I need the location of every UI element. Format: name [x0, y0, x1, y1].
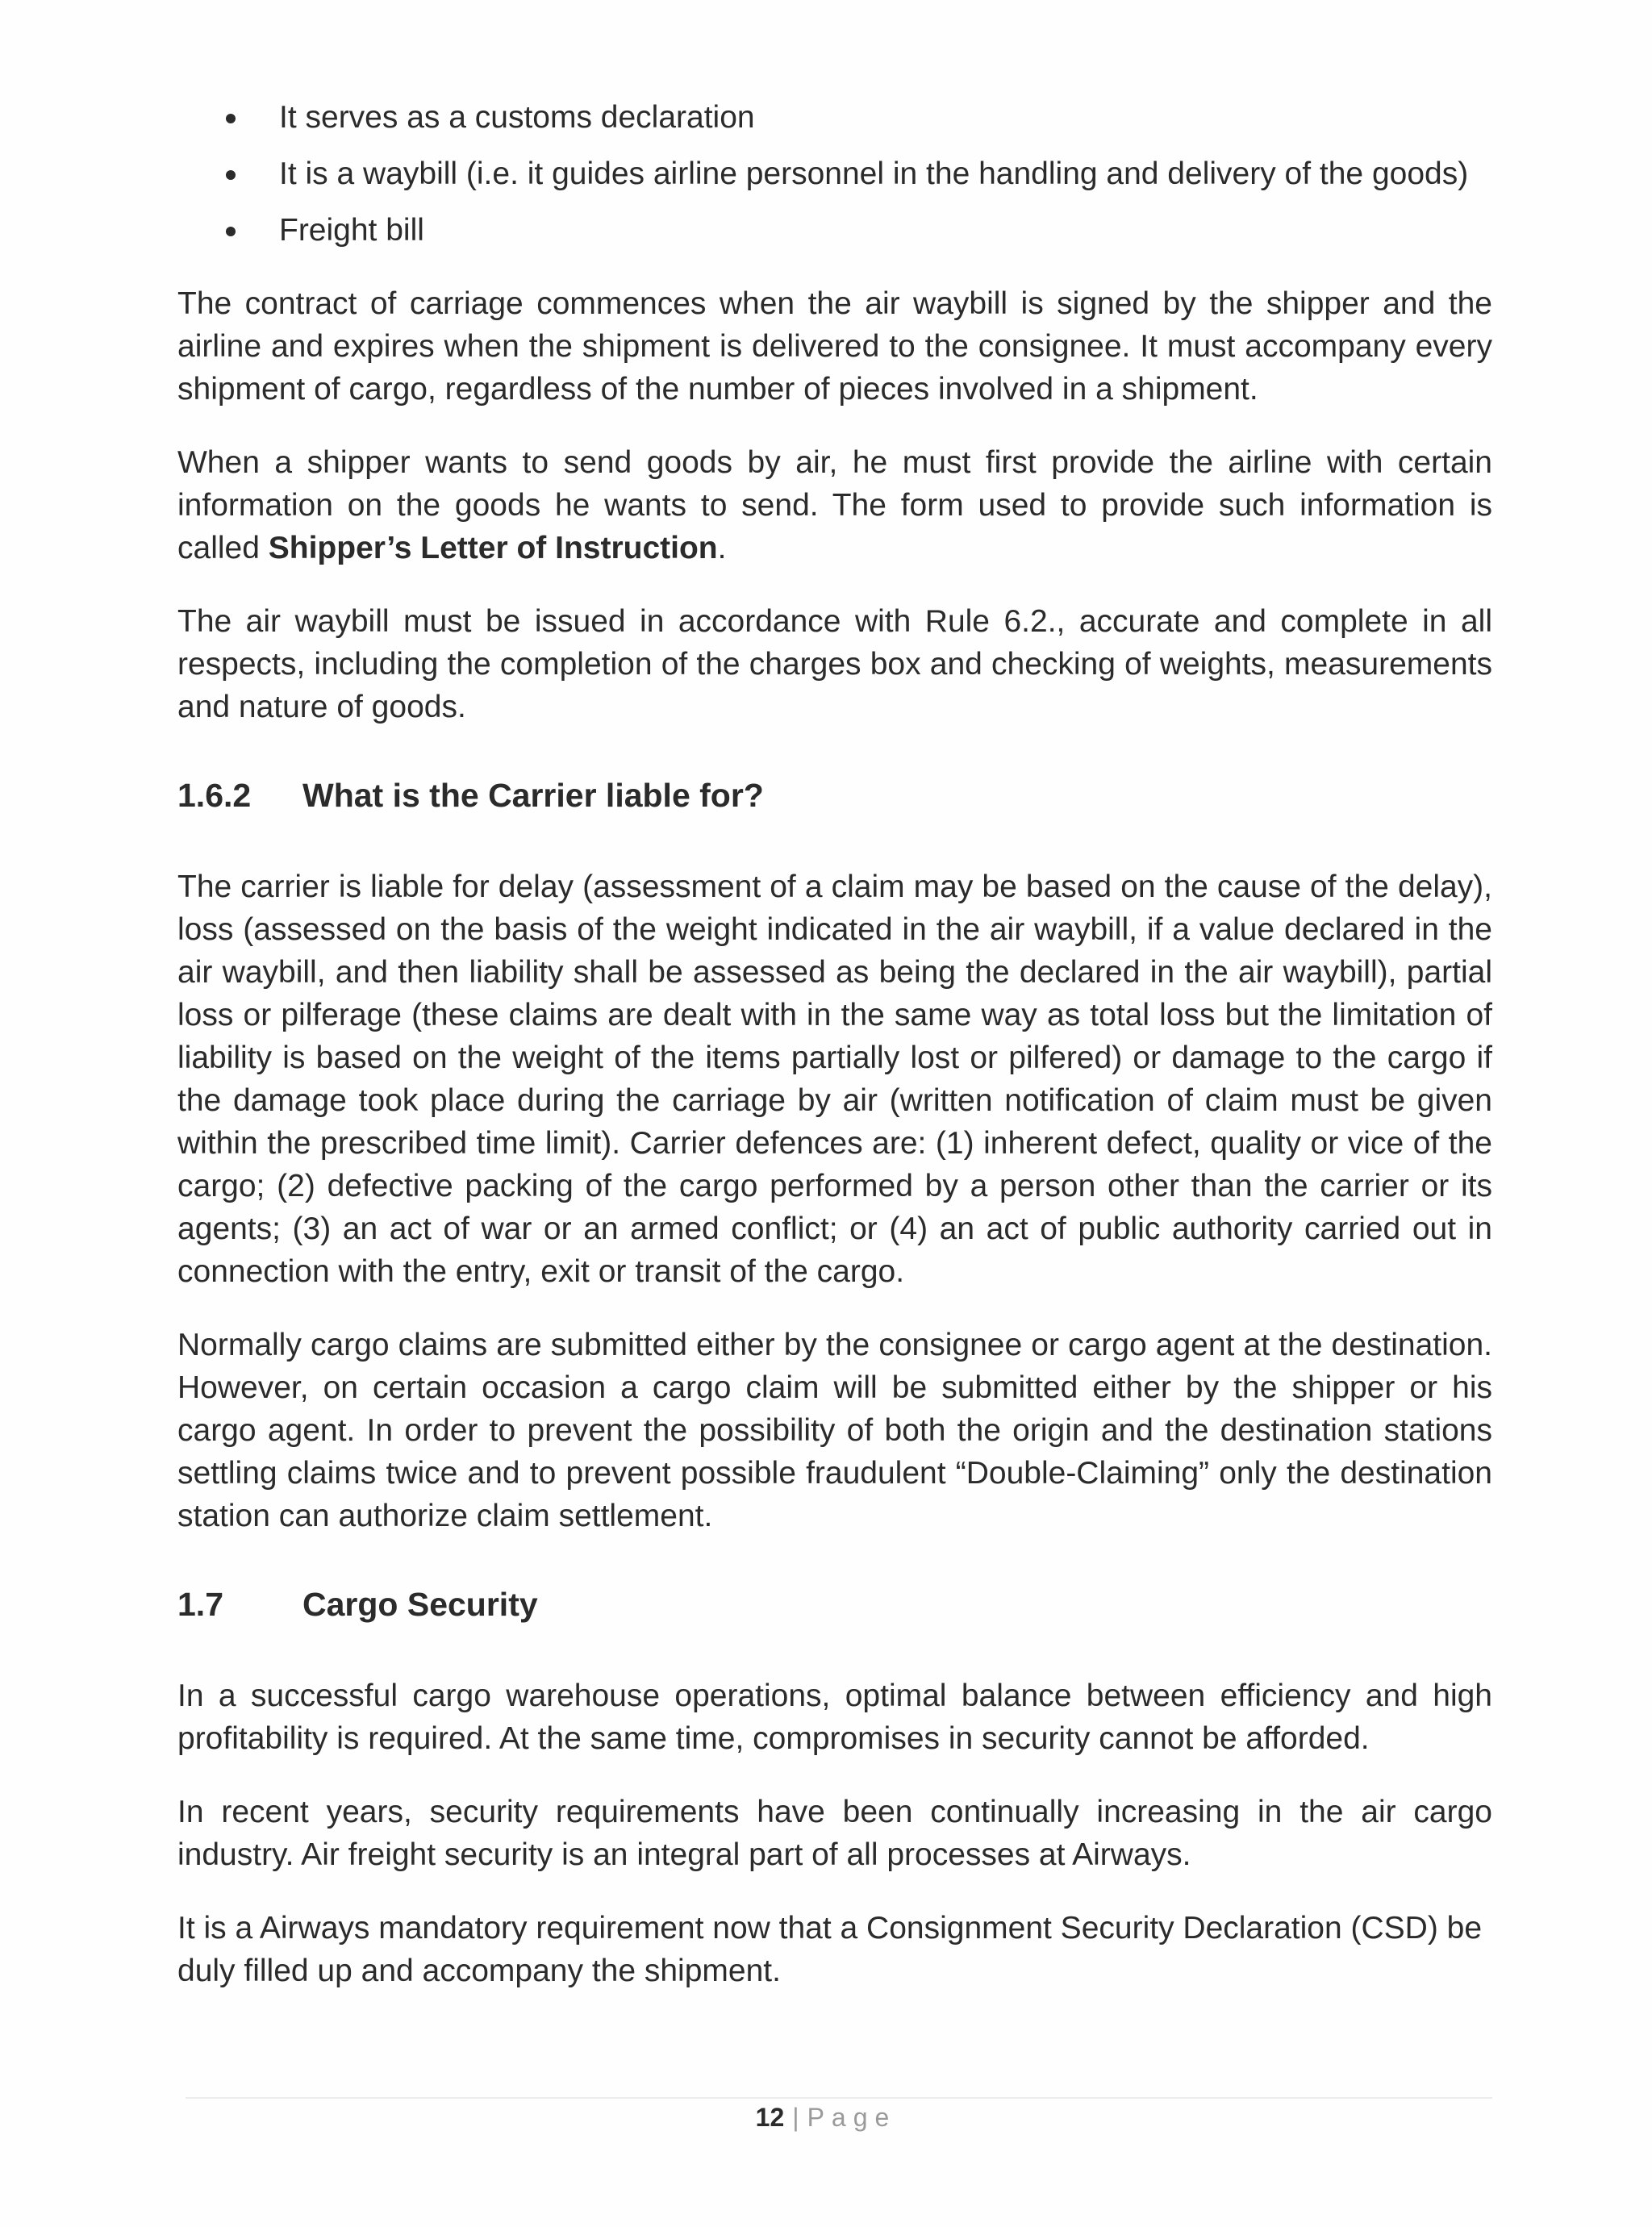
carrier-liability-paragraph: The carrier is liable for delay (assessment of a claim may be based on the cause of the delay), loss (assessed on the basis of the weight indicated in the air waybill, if a value declared in the air waybill, and then liability shall be assessed as being the declared in the air waybill), partial loss or pilferage (these claims are dealt with in the same way as total loss but the limitation of liability is based on the weight of the items partially lost or pilfered) or damage to the cargo if the damage took place during the carriage by air (written notification of claim must be given within the prescribed time limit). Carrier defences are: (1) inherent defect, quality or vice of the cargo; (2) defective packing of the cargo performed by a person other than the carrier or its agents; (3) an act of war or an armed conflict; or (4) an act of public authority carried out in connection with the entry, exit or transit of the cargo.: [177, 870, 1492, 1289]
section-heading-1-6-2: [177, 775, 1492, 815]
footer-separator: |: [792, 2103, 799, 2132]
shipper-end-text: .: [717, 531, 727, 565]
shipper-intro-text: When a shipper wants to send goods by air, he must first provide the airline with certain information on the goods he wants to send. The form used to provide such information is called: [177, 445, 1492, 565]
section-title: What is the Carrier liable for?: [302, 777, 764, 814]
section-number: 1.7: [177, 1586, 223, 1623]
shipper-paragraph: [177, 441, 1492, 569]
page-number: 12: [755, 2103, 785, 2132]
bullet-text: It is a waybill (i.e. it guides airline personnel in the handling and delivery of the goods): [279, 156, 1469, 191]
bullet-icon: [226, 114, 236, 123]
section-title: Cargo Security: [302, 1586, 538, 1623]
page-footer: [0, 2101, 1652, 2133]
shipper-letter-term: Shipper’s Letter of Instruction: [268, 531, 718, 565]
bullet-text: Freight bill: [279, 213, 424, 248]
bullet-text: It serves as a customs declaration: [279, 100, 755, 135]
page-content: [177, 98, 1492, 2023]
section-heading-1-7: [177, 1584, 1492, 1624]
bullet-icon: [226, 170, 236, 180]
security-paragraph-1: In a successful cargo warehouse operations, optimal balance between efficiency and high profitability is required. At the same time, compromises in security cannot be afforded.: [177, 1679, 1492, 1756]
cargo-claims-paragraph: Normally cargo claims are submitted either by the consignee or cargo agent at the destination. However, on certain occasion a cargo claim will be submitted either by the shipper or his cargo agent. In order to prevent the possibility of both the origin and the destination stations settling claims twice and to prevent possible fraudulent “Double-Claiming” only the destination station can authorize claim settlement.: [177, 1328, 1492, 1533]
section-number: 1.6.2: [177, 777, 252, 814]
bullet-icon: [226, 227, 236, 236]
security-paragraph-2: In recent years, security requirements have been continually increasing in the air cargo industry. Air freight security is an integral part of all processes at Airways.: [177, 1795, 1492, 1872]
footer-rule: [186, 2097, 1492, 2099]
bullet-item: [226, 155, 1492, 194]
security-paragraph-3: It is a Airways mandatory requirement now that a Consignment Security Declaration (CSD) be duly filled up and accompany the shipment.: [177, 1911, 1483, 1988]
contract-paragraph: The contract of carriage commences when the air waybill is signed by the shipper and the airline and expires when the shipment is delivered to the consignee. It must accompany every shipment of cargo, regardless of the number of pieces involved in a shipment.: [177, 286, 1492, 407]
bullet-item: [226, 98, 1492, 137]
rule-paragraph: The air waybill must be issued in accordance with Rule 6.2., accurate and complete in all respects, including the completion of the charges box and checking of weights, measurements and nature of goods.: [177, 604, 1492, 724]
page-label: Page: [807, 2103, 897, 2132]
bullet-list: [226, 98, 1492, 250]
bullet-item: [226, 211, 1492, 250]
